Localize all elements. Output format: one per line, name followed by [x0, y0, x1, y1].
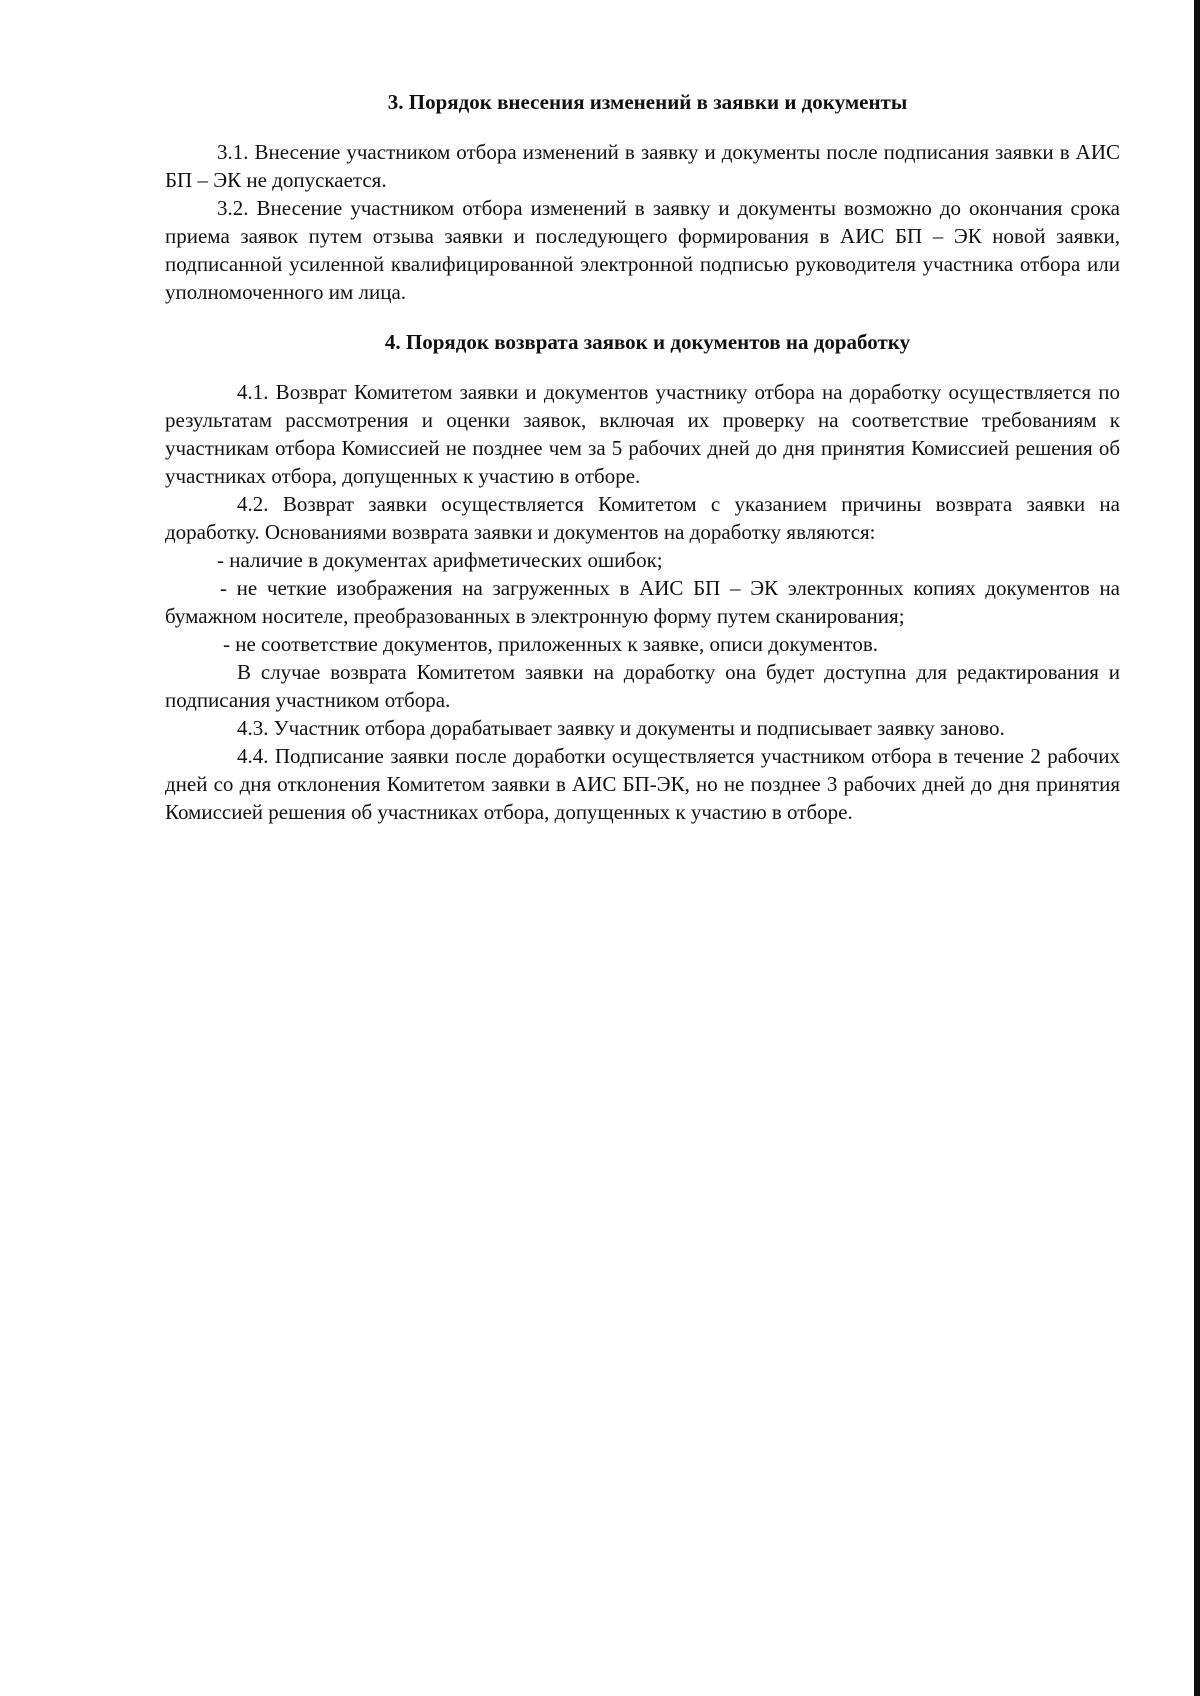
section-4-paragraph-3: 4.3. Участник отбора дорабатывает заявку и документы и подписывает заявку заново.: [237, 716, 1005, 740]
section-3-paragraph-1: 3.1. Внесение участником отбора изменений в заявку и документы после подписания заявки в АИС БП – ЭК не допускается.: [165, 140, 1120, 192]
section-4-paragraph-1: 4.1. Возврат Комитетом заявки и документов участнику отбора на доработку осуществляется по результатам рассмотрения и оценки заявок, включая их проверку на соответствие требованиям к участникам отбора Комиссией не позднее чем за 5 рабочих дней до дня принятия Комиссией решения об участниках отбора, допущенных к участию в отборе.: [165, 380, 1120, 488]
document-page: [165, 88, 1120, 826]
section-4-bullet-3: - не соответствие документов, приложенных к заявке, описи документов.: [223, 632, 878, 656]
section-4-bullet-2: - не четкие изображения на загруженных в АИС БП – ЭК электронных копиях документов на бумажном носителе, преобразованных в электронную форму путем сканирования;: [165, 576, 1120, 628]
section-4-paragraph-return-case: В случае возврата Комитетом заявки на доработку она будет доступна для редактирования и подписания участником отбора.: [165, 660, 1120, 712]
section-3-title: 3. Порядок внесения изменений в заявки и документы: [387, 90, 908, 114]
section-4-paragraph-4: 4.4. Подписание заявки после доработки осуществляется участником отбора в течение 2 рабочих дней со дня отклонения Комитетом заявки в АИС БП-ЭК, но не позднее 3 рабочих дней до дня принятия Комиссией решения об участниках отбора, допущенных к участию в отборе.: [165, 744, 1120, 824]
section-4-title: 4. Порядок возврата заявок и документов на доработку: [384, 330, 911, 354]
scan-edge-border: [1194, 0, 1200, 1696]
section-4-paragraph-2: 4.2. Возврат заявки осуществляется Комитетом с указанием причины возврата заявки на доработку. Основаниями возврата заявки и документов на доработку являются:: [165, 492, 1120, 544]
section-4-bullet-1: - наличие в документах арифметических ошибок;: [217, 548, 663, 572]
section-3-paragraph-2: 3.2. Внесение участником отбора изменений в заявку и документы возможно до окончания срока приема заявок путем отзыва заявки и последующего формирования в АИС БП – ЭК новой заявки, подписанной усиленной квалифицированной электронной подписью руководителя участника отбора или уполномоченного им лица.: [165, 196, 1120, 304]
